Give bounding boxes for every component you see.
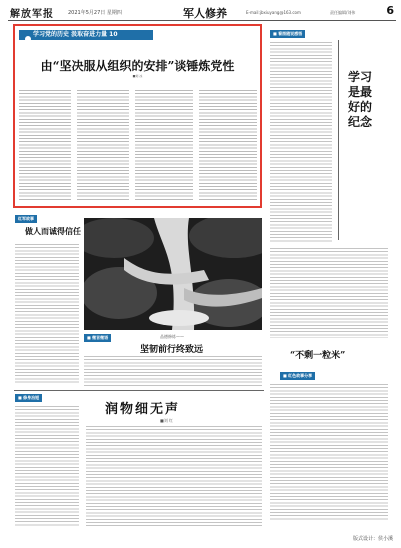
center-tag: ■ 微言微语	[84, 334, 111, 342]
bottom-tag: ■ 修身治短	[15, 394, 42, 402]
series-label: 学习党的历史 汲取奋进力量 10	[33, 31, 118, 38]
article-body-col-1	[19, 90, 71, 202]
column-divider	[338, 40, 339, 240]
right-body-lower	[270, 384, 388, 520]
waterfall-image	[84, 218, 262, 330]
bullet-icon	[25, 36, 31, 40]
bottom-left-body	[15, 406, 79, 526]
center-body	[84, 356, 262, 386]
highlighted-article[interactable]	[13, 24, 262, 208]
right-body-upper	[270, 248, 388, 338]
side-title: 学习是最好的纪念	[348, 70, 373, 129]
waterfall-photo	[84, 218, 262, 330]
article-body-col-3	[135, 90, 193, 202]
section-email: E-mail:jbxiuyang@163.com	[246, 10, 301, 15]
series-banner	[19, 30, 153, 40]
section-divider	[14, 390, 264, 391]
bottom-center-body	[86, 426, 262, 526]
section-editor: 责任编辑/刘伟	[330, 10, 356, 15]
issue-date: 2021年5月27日 星期四	[68, 10, 122, 16]
mid-right-title: “不剩一粒米”	[290, 351, 346, 361]
bottom-byline: ■刘 红	[160, 418, 174, 423]
article-body-col-4	[199, 90, 257, 202]
left-tag: 红军故事	[15, 215, 37, 223]
section-title: 军人修养	[183, 7, 227, 20]
left-column-title: 做人而诚得信任	[25, 226, 81, 236]
bottom-title: 润物细无声	[105, 402, 181, 417]
article-byline: ■刘 冰	[132, 74, 143, 78]
article-title: 由“坚决服从组织的安排”谈锤炼党性	[40, 59, 235, 73]
page-header	[8, 4, 396, 21]
layout-credit: 版式设计：侯小溪	[352, 536, 393, 542]
masthead: 解放军报	[10, 9, 54, 20]
center-kicker: 品德修炼——	[160, 334, 184, 339]
side-body	[270, 42, 332, 242]
left-column-body	[15, 244, 79, 384]
article-body-col-2	[77, 90, 129, 202]
center-title: 坚韧前行终致远	[140, 345, 204, 355]
mid-right-tag: ■ 红色故事分享	[280, 372, 315, 380]
side-tag: ■ 看图随说感悟	[270, 30, 305, 38]
page-number: 6	[386, 4, 394, 17]
